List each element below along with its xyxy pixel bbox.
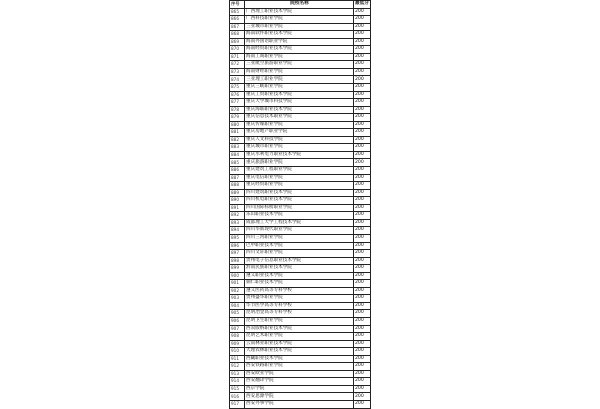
table-row — [230, 257, 371, 265]
row-school-name: 海南外国语职业学院 — [245, 38, 354, 46]
table-body — [230, 8, 371, 408]
table-row — [230, 393, 371, 401]
row-serial: 909 — [230, 340, 245, 348]
row-min-score: 200 — [354, 136, 371, 144]
table-row — [230, 250, 371, 258]
row-min-score: 200 — [354, 197, 371, 205]
row-min-score: 200 — [354, 61, 371, 69]
row-min-score: 200 — [354, 31, 371, 39]
row-min-score: 200 — [354, 302, 371, 310]
row-min-score: 200 — [354, 234, 371, 242]
table-row — [230, 106, 371, 114]
row-min-score: 200 — [354, 99, 371, 107]
row-serial: 904 — [230, 302, 245, 310]
row-school-name: 重庆海联职业技术学院 — [245, 106, 354, 114]
row-min-score: 200 — [354, 393, 371, 401]
table-row — [230, 31, 371, 39]
row-serial: 867 — [230, 23, 245, 31]
row-school-name: 重庆传媒职业学院 — [245, 121, 354, 129]
row-min-score: 200 — [354, 272, 371, 280]
row-serial: 906 — [230, 317, 245, 325]
row-min-score: 200 — [354, 242, 371, 250]
table-row — [230, 272, 371, 280]
row-min-score: 200 — [354, 106, 371, 114]
row-school-name: 四川华新现代职业学院 — [245, 227, 354, 235]
row-serial: 908 — [230, 333, 245, 341]
row-school-name: 重庆建筑工程职业学院 — [245, 167, 354, 175]
row-serial: 890 — [230, 197, 245, 205]
row-serial: 907 — [230, 325, 245, 333]
table-row — [230, 8, 371, 16]
header-min-score: 最低分 — [355, 1, 369, 7]
row-school-name: 西安外事学院 — [245, 400, 354, 408]
row-school-name: 大理农林职业技术学院 — [245, 348, 354, 356]
row-school-name: 三亚理工职业学院 — [245, 76, 354, 84]
row-serial: 895 — [230, 234, 245, 242]
row-serial: 898 — [230, 257, 245, 265]
row-min-score: 200 — [354, 53, 371, 61]
row-min-score: 200 — [354, 250, 371, 258]
row-serial: 865 — [230, 8, 245, 16]
row-serial: 881 — [230, 129, 245, 137]
row-school-name: 西双版纳职业技术学院 — [245, 325, 354, 333]
row-school-name: 海南经贸职业技术学院 — [245, 46, 354, 54]
row-serial: 903 — [230, 295, 245, 303]
row-school-name: 广西理工职业技术学院 — [245, 8, 354, 16]
table-row — [230, 99, 371, 107]
row-min-score: 200 — [354, 16, 371, 24]
row-serial: 887 — [230, 174, 245, 182]
row-school-name: 遵义职业技术学院 — [245, 272, 354, 280]
table-row — [230, 91, 371, 99]
row-min-score: 200 — [354, 265, 371, 273]
row-min-score: 200 — [354, 76, 371, 84]
table-row — [230, 355, 371, 363]
row-min-score: 200 — [354, 355, 371, 363]
row-serial: 900 — [230, 272, 245, 280]
table-row — [230, 174, 371, 182]
table-row — [230, 310, 371, 318]
row-school-name: 重庆经贸职业学院 — [245, 182, 354, 190]
row-serial: 893 — [230, 219, 245, 227]
table-row — [230, 265, 371, 273]
row-school-name: 重庆信息技术职业学院 — [245, 114, 354, 122]
row-school-name: 重庆三峡职业学院 — [245, 84, 354, 92]
row-min-score: 200 — [354, 189, 371, 197]
row-school-name: 三亚城市职业学院 — [245, 23, 354, 31]
row-school-name: 西安铁路职业学院 — [245, 363, 354, 371]
row-min-score: 200 — [354, 348, 371, 356]
row-min-score: 200 — [354, 333, 371, 341]
row-school-name: 贵州电子信息职业技术学院 — [245, 257, 354, 265]
header-row — [230, 1, 371, 9]
row-school-name: 贵州盛华职业学院 — [245, 295, 354, 303]
row-min-score: 200 — [354, 227, 371, 235]
row-min-score: 200 — [354, 280, 371, 288]
row-school-name: 乐山职业技术学院 — [245, 212, 354, 220]
row-min-score: 200 — [354, 144, 371, 152]
row-min-score: 200 — [354, 114, 371, 122]
row-school-name: 重庆工贸职业技术学院 — [245, 91, 354, 99]
row-serial: 917 — [230, 400, 245, 408]
table-row — [230, 242, 371, 250]
row-serial: 889 — [230, 189, 245, 197]
row-serial: 913 — [230, 370, 245, 378]
row-serial: 883 — [230, 144, 245, 152]
row-serial: 912 — [230, 363, 245, 371]
row-school-name: 四川建筑职业技术学院 — [245, 189, 354, 197]
row-min-score: 200 — [354, 84, 371, 92]
row-school-name: 云南林业职业技术学院 — [245, 340, 354, 348]
table-row — [230, 23, 371, 31]
row-school-name: 四川机电职业技术学院 — [245, 197, 354, 205]
row-min-score: 200 — [354, 38, 371, 46]
row-school-name: 重庆人文科技学院 — [245, 136, 354, 144]
row-min-score: 200 — [354, 287, 371, 295]
row-min-score: 200 — [354, 174, 371, 182]
row-school-name: 昆明卫生职业学院 — [245, 317, 354, 325]
row-school-name: 昆明冶金高等专科学校 — [245, 310, 354, 318]
row-serial: 880 — [230, 121, 245, 129]
row-min-score: 200 — [354, 385, 371, 393]
row-min-score: 200 — [354, 121, 371, 129]
row-school-name: 重庆水利电力职业技术学院 — [245, 151, 354, 159]
row-serial: 891 — [230, 204, 245, 212]
table-row — [230, 317, 371, 325]
row-min-score: 200 — [354, 340, 371, 348]
row-min-score: 200 — [354, 295, 371, 303]
row-serial: 876 — [230, 91, 245, 99]
row-school-name: 昆明艺术职业学院 — [245, 333, 354, 341]
table-row — [230, 378, 371, 386]
row-serial: 885 — [230, 159, 245, 167]
table-header — [230, 1, 371, 9]
row-school-name: 西京学院 — [245, 385, 354, 393]
table-row — [230, 348, 371, 356]
table-row — [230, 219, 371, 227]
row-school-name: 广西科技职业学院 — [245, 16, 354, 24]
table-row — [230, 227, 371, 235]
row-min-score: 200 — [354, 325, 371, 333]
table-row — [230, 189, 371, 197]
row-school-name: 黔南民族职业技术学院 — [245, 265, 354, 273]
table-row — [230, 76, 371, 84]
table-row — [230, 38, 371, 46]
row-min-score: 200 — [354, 46, 371, 54]
row-min-score: 200 — [354, 219, 371, 227]
row-school-name: 重庆大学城市科技学院 — [245, 99, 354, 107]
table-row — [230, 182, 371, 190]
row-serial: 916 — [230, 393, 245, 401]
row-min-score: 200 — [354, 8, 371, 16]
row-serial: 879 — [230, 114, 245, 122]
row-min-score: 200 — [354, 204, 371, 212]
row-serial: 915 — [230, 385, 245, 393]
table-row — [230, 400, 371, 408]
table-row — [230, 61, 371, 69]
row-school-name: 西安思源学院 — [245, 393, 354, 401]
row-serial: 911 — [230, 355, 245, 363]
table-row — [230, 121, 371, 129]
table-row — [230, 53, 371, 61]
row-school-name: 西藏职业技术学院 — [245, 355, 354, 363]
header-school-name: 院校名称 — [245, 1, 354, 9]
table-row — [230, 159, 371, 167]
row-serial: 892 — [230, 212, 245, 220]
row-serial: 878 — [230, 106, 245, 114]
header-serial: 序号 — [230, 1, 245, 9]
table-row — [230, 287, 371, 295]
table-row — [230, 144, 371, 152]
row-school-name: 遵义医药高等专科学校 — [245, 287, 354, 295]
row-school-name: 西安欧亚学院 — [245, 370, 354, 378]
row-school-name: 铜仁职业技术学院 — [245, 280, 354, 288]
row-serial: 905 — [230, 310, 245, 318]
table-row — [230, 151, 371, 159]
row-school-name: 成都理工大学工程技术学院 — [245, 219, 354, 227]
row-school-name: 海南财经职业学院 — [245, 68, 354, 76]
row-min-score: 200 — [354, 257, 371, 265]
row-school-name: 毕节医学高等专科学校 — [245, 302, 354, 310]
table-row — [230, 136, 371, 144]
table-row — [230, 167, 371, 175]
row-serial: 874 — [230, 76, 245, 84]
row-min-score: 200 — [354, 23, 371, 31]
table-row — [230, 84, 371, 92]
document-page — [229, 0, 370, 407]
table-row — [230, 204, 371, 212]
row-min-score: 200 — [354, 159, 371, 167]
row-serial: 884 — [230, 151, 245, 159]
row-serial: 886 — [230, 167, 245, 175]
row-school-name: 巴中职业技术学院 — [245, 242, 354, 250]
row-min-score: 200 — [354, 400, 371, 408]
row-school-name: 重庆城市职业学院 — [245, 144, 354, 152]
row-min-score: 200 — [354, 91, 371, 99]
table-row — [230, 68, 371, 76]
row-min-score: 200 — [354, 378, 371, 386]
row-min-score: 200 — [354, 212, 371, 220]
table-row — [230, 280, 371, 288]
table-row — [230, 114, 371, 122]
table-row — [230, 385, 371, 393]
row-serial: 882 — [230, 136, 245, 144]
table-row — [230, 197, 371, 205]
row-serial: 868 — [230, 31, 245, 39]
row-serial: 910 — [230, 348, 245, 356]
row-min-score: 200 — [354, 317, 371, 325]
row-serial: 875 — [230, 84, 245, 92]
row-serial: 866 — [230, 16, 245, 24]
table-row — [230, 340, 371, 348]
row-school-name: 西安翻译学院 — [245, 378, 354, 386]
row-min-score: 200 — [354, 167, 371, 175]
row-serial: 914 — [230, 378, 245, 386]
row-min-score: 200 — [354, 363, 371, 371]
row-min-score: 200 — [354, 182, 371, 190]
row-serial: 869 — [230, 38, 245, 46]
row-school-name: 海南软件职业技术学院 — [245, 31, 354, 39]
table-row — [230, 295, 371, 303]
row-serial: 871 — [230, 53, 245, 61]
row-serial: 877 — [230, 99, 245, 107]
row-school-name: 三亚航空旅游职业学院 — [245, 61, 354, 69]
row-school-name: 重庆电信职业学院 — [245, 174, 354, 182]
table-row — [230, 234, 371, 242]
table-row — [230, 16, 371, 24]
table-row — [230, 46, 371, 54]
row-min-score: 200 — [354, 129, 371, 137]
table-row — [230, 129, 371, 137]
row-min-score: 200 — [354, 310, 371, 318]
row-min-score: 200 — [354, 370, 371, 378]
table-row — [230, 333, 371, 341]
table-row — [230, 325, 371, 333]
row-serial: 896 — [230, 242, 245, 250]
row-serial: 899 — [230, 265, 245, 273]
row-min-score: 200 — [354, 151, 371, 159]
row-serial: 901 — [230, 280, 245, 288]
row-serial: 872 — [230, 61, 245, 69]
row-serial: 894 — [230, 227, 245, 235]
row-min-score: 200 — [354, 68, 371, 76]
row-school-name: 四川文轩职业学院 — [245, 250, 354, 258]
row-school-name: 重庆房地产职业学院 — [245, 129, 354, 137]
row-school-name: 四川三河职业学院 — [245, 234, 354, 242]
table-row — [230, 363, 371, 371]
row-serial: 897 — [230, 250, 245, 258]
row-school-name: 海南工商职业学院 — [245, 53, 354, 61]
row-serial: 873 — [230, 68, 245, 76]
row-serial: 888 — [230, 182, 245, 190]
row-school-name: 重庆旅游职业学院 — [245, 159, 354, 167]
table-row — [230, 370, 371, 378]
row-serial: 902 — [230, 287, 245, 295]
score-table — [229, 0, 371, 409]
table-row — [230, 302, 371, 310]
row-serial: 870 — [230, 46, 245, 54]
table-row — [230, 212, 371, 220]
row-school-name: 四川国际标榜职业学院 — [245, 204, 354, 212]
